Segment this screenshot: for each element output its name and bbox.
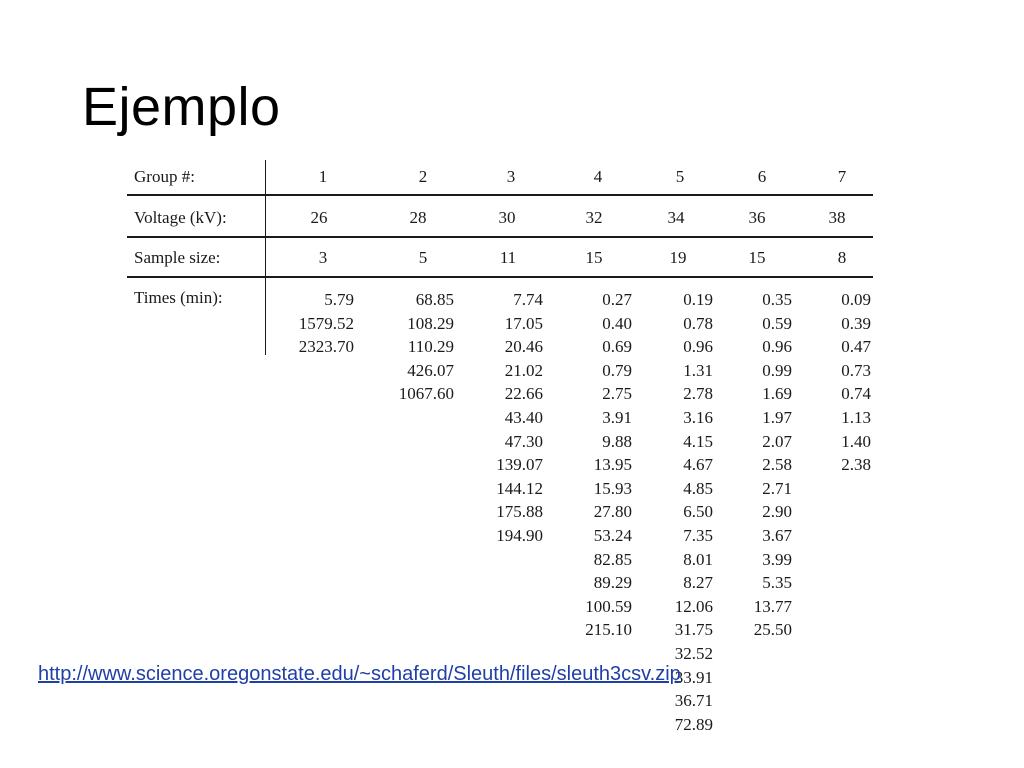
time-value: 32.52 [674, 643, 713, 663]
time-value: 5.35 [762, 573, 792, 593]
time-value: 3.91 [602, 407, 632, 427]
group-cell: 1 [318, 167, 328, 186]
time-value: 82.85 [593, 549, 632, 569]
voltage-cell: 26 [310, 208, 328, 227]
time-value: 108.29 [407, 313, 454, 333]
time-value: 7.74 [513, 290, 543, 309]
time-value: 3.99 [762, 549, 792, 569]
time-value: 110.29 [407, 337, 454, 357]
time-value: 0.99 [762, 360, 792, 380]
voltage-cell: 32 [585, 208, 603, 227]
time-value: 47.30 [504, 431, 543, 451]
time-value: 27.80 [593, 502, 632, 522]
time-value: 1.97 [762, 407, 792, 427]
time-value: 194.90 [496, 525, 543, 545]
row-label-times: Times (min): [134, 288, 223, 307]
time-value: 3.16 [683, 407, 713, 427]
sample-size-cell: 15 [748, 248, 766, 267]
sample-size-cell: 15 [585, 248, 603, 267]
time-value: 4.85 [683, 478, 713, 498]
group-cell: 6 [757, 167, 767, 186]
time-value: 215.10 [585, 620, 632, 640]
time-value: 0.40 [602, 313, 632, 333]
time-value: 2.71 [762, 478, 792, 498]
time-value: 8.27 [683, 573, 713, 593]
time-value: 2.38 [841, 455, 871, 475]
time-value: 2.90 [762, 502, 792, 522]
group-cell: 7 [837, 167, 847, 186]
time-value: 33.91 [674, 667, 713, 687]
time-value: 0.69 [602, 337, 632, 357]
time-value: 0.59 [762, 313, 792, 333]
time-value: 13.77 [753, 596, 792, 616]
time-value: 72.89 [674, 714, 713, 734]
time-value: 17.05 [504, 313, 543, 333]
time-value: 0.73 [841, 360, 871, 380]
time-value: 0.19 [683, 290, 713, 309]
time-value: 36.71 [674, 691, 713, 711]
time-value: 139.07 [496, 455, 543, 475]
time-value: 8.01 [683, 549, 713, 569]
time-value: 0.39 [841, 313, 871, 333]
time-value: 1.69 [762, 384, 792, 404]
time-value: 31.75 [674, 620, 713, 640]
time-value: 22.66 [504, 384, 543, 404]
time-value: 43.40 [504, 407, 543, 427]
time-value: 7.35 [683, 525, 713, 545]
row-label-voltage: Voltage (kV): [134, 208, 227, 227]
time-value: 0.27 [602, 290, 632, 309]
source-link[interactable]: http://www.science.oregonstate.edu/~schaferd/Sleuth/files/sleuth3csv.zip [38, 663, 681, 685]
time-value: 25.50 [753, 620, 792, 640]
time-value: 5.79 [324, 290, 354, 309]
voltage-cell: 36 [748, 208, 766, 227]
row-label-group: Group #: [134, 167, 195, 186]
time-value: 0.96 [683, 337, 713, 357]
time-value: 2.75 [602, 384, 632, 404]
sample-size-cell: 11 [499, 248, 517, 267]
time-value: 2.78 [683, 384, 713, 404]
time-value: 21.02 [504, 360, 543, 380]
time-value: 426.07 [407, 360, 454, 380]
slide-title: Ejemplo [82, 77, 281, 137]
group-cell: 3 [506, 167, 516, 186]
time-value: 1067.60 [398, 384, 454, 404]
time-value: 2323.70 [298, 337, 354, 357]
voltage-cell: 38 [828, 208, 846, 227]
time-value: 2.07 [762, 431, 792, 451]
sample-size-cell: 19 [669, 248, 687, 267]
time-value: 1.31 [683, 360, 713, 380]
sample-size-cell: 5 [418, 248, 428, 267]
time-value: 1.13 [841, 407, 871, 427]
table-rule [127, 276, 873, 278]
time-value: 1579.52 [298, 313, 354, 333]
time-value: 0.74 [841, 384, 871, 404]
time-value: 9.88 [602, 431, 632, 451]
times-column-group-1 [264, 288, 354, 359]
time-value: 0.79 [602, 360, 632, 380]
times-column-group-3 [453, 288, 543, 548]
time-value: 3.67 [762, 525, 792, 545]
time-value: 12.06 [674, 596, 713, 616]
group-cell: 5 [675, 167, 685, 186]
time-value: 175.88 [496, 502, 543, 522]
times-column-group-6 [702, 288, 792, 642]
times-column-group-2 [364, 288, 454, 406]
sample-size-cell: 8 [837, 248, 847, 267]
time-value: 2.58 [762, 455, 792, 475]
sample-size-cell: 3 [318, 248, 328, 267]
group-cell: 2 [418, 167, 428, 186]
times-column-group-7 [781, 288, 871, 477]
time-value: 0.78 [683, 313, 713, 333]
row-label-sample-size: Sample size: [134, 248, 221, 267]
time-value: 20.46 [504, 337, 543, 357]
time-value: 89.29 [593, 573, 632, 593]
time-value: 53.24 [593, 525, 632, 545]
time-value: 144.12 [496, 478, 543, 498]
table-rule [127, 236, 873, 238]
table-rule [127, 194, 873, 196]
time-value: 0.47 [841, 337, 871, 357]
voltage-cell: 34 [667, 208, 685, 227]
voltage-cell: 30 [498, 208, 516, 227]
group-cell: 4 [593, 167, 603, 186]
time-value: 4.67 [683, 455, 713, 475]
time-value: 0.96 [762, 337, 792, 357]
time-value: 13.95 [593, 455, 632, 475]
voltage-cell: 28 [409, 208, 427, 227]
time-value: 1.40 [841, 431, 871, 451]
time-value: 4.15 [683, 431, 713, 451]
time-value: 0.35 [762, 290, 792, 309]
time-value: 68.85 [415, 290, 454, 309]
time-value: 0.09 [841, 290, 871, 309]
times-column-group-4 [542, 288, 632, 642]
time-value: 15.93 [593, 478, 632, 498]
time-value: 6.50 [683, 502, 713, 522]
time-value: 100.59 [585, 596, 632, 616]
